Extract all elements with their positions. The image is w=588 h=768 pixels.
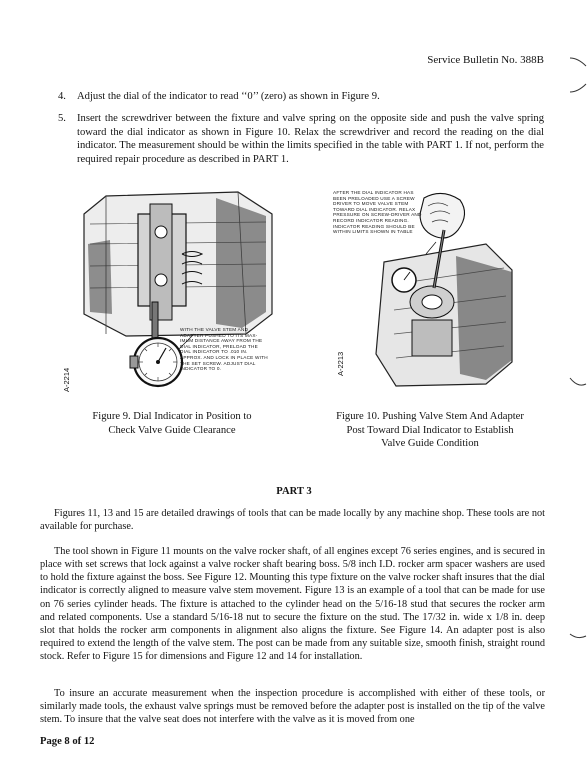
part-heading: PART 3 bbox=[276, 486, 312, 497]
binding-mark bbox=[564, 376, 588, 388]
figure-10-id: A-2213 bbox=[336, 351, 345, 376]
step-text: Insert the screwdriver between the fixture and valve spring on the opposite side and push the valve spring toward the dial indicator as shown in Figure 10. Relax the screwdriver and record the reading on the dial indicator. The measurement should be within the limits specified in the table with PART 1. If not, perform the required repair procedure as described in PART 1. bbox=[77, 113, 544, 165]
binding-mark bbox=[564, 56, 588, 68]
figure-10-caption-line: Figure 10. Pushing Valve Stem And Adapter bbox=[336, 411, 524, 422]
figure-9-caption-line: Figure 9. Dial Indicator in Position to bbox=[92, 411, 252, 422]
figure-10-caption bbox=[300, 410, 560, 451]
step-text: Adjust the dial of the indicator to read ‘‘0’’ (zero) as shown in Figure 9. bbox=[77, 91, 380, 102]
step-number: 5. bbox=[58, 113, 66, 124]
page-number: Page 8 of 12 bbox=[40, 736, 95, 747]
figure-9-callout: WITH THE VALVE STEM AND ADAPTER PUSHED TO ITS MAX-IMUM DISTANCE AWAY FROM THE DIAL INDICATOR, PRELOAD THE DIAL INDICATOR TO .010 IN. APPROX. AND LOCK IN PLACE WITH THE SET SCREW. ADJUST DIAL INDICATOR TO 0. bbox=[180, 327, 268, 372]
step-4 bbox=[58, 90, 544, 104]
binding-mark bbox=[564, 82, 588, 94]
step-5 bbox=[58, 112, 544, 168]
figure-9-caption-line: Check Valve Guide Clearance bbox=[108, 424, 236, 436]
figure-10-caption-line: Valve Guide Condition bbox=[381, 438, 479, 449]
paragraph-tool-description: The tool shown in Figure 11 mounts on the valve rocker shaft, of all engines except 76 series engines, and is secured in place with set screws that lock against a valve rocker shaft bearing boss. 5/8 inch I.D. rocker arm spacer washers are used to hold the fixture against the boss. See Figure 12. Mounting this type fixture on the valve rocker shaft insures that the dial indicator is correctly aligned to measure valve stem movement. Figure 13 is an example of a tool that can be made for use on 76 series cylinder heads. The fixture is attached to the cylinder head on the 5/16-18 stud that secures the rocker arm and related components. Use a standard 5/16-18 nut to secure the fixture on the stud. The 17/32 in. wide x 1/8 in. deep slot that holds the rocker arm components in alignment also aligns the fixture. See Figure 14. An adapter post is also required to extend the length of the valve stem. The post can be made from any suitable size, smooth finish, straight round stock. Refer to Figure 15 for dimensions and Figure 12 and 14 for installation. bbox=[40, 546, 546, 663]
binding-mark bbox=[564, 628, 588, 640]
step-number: 4. bbox=[58, 91, 66, 102]
figure-9-caption bbox=[52, 410, 292, 437]
bulletin-number: Service Bulletin No. 388B bbox=[427, 54, 544, 66]
paragraph-accurate-measurement: To insure an accurate measurement when the inspection procedure is accomplished with either of these tools, or similarly made tools, the exhaust valve springs must be removed before the adapter post is installed on the tip of the valve stem. To insure that the valve seat does not interfere with the valve as it is moved from one bbox=[40, 688, 545, 726]
paragraph-intro: Figures 11, 13 and 15 are detailed drawings of tools that can be made locally by any machine shop. These tools are not available for purchase. bbox=[40, 508, 545, 533]
figure-10-callout: AFTER THE DIAL INDICATOR HAS BEEN PRELOADED USE A SCREW DRIVER TO MOVE VALVE STEM TOWARD DIAL INDICATOR. RELAX PRESSURE ON SCREW-DRIVER AND RECORD INDICATOR READING. INDICATOR READING SHOULD BE WITHIN LIMITS SHOWN IN TABLE bbox=[333, 190, 422, 235]
figure-10-caption-line: Post Toward Dial Indicator to Establish bbox=[346, 424, 514, 436]
figure-9-id: A-2214 bbox=[62, 367, 71, 392]
